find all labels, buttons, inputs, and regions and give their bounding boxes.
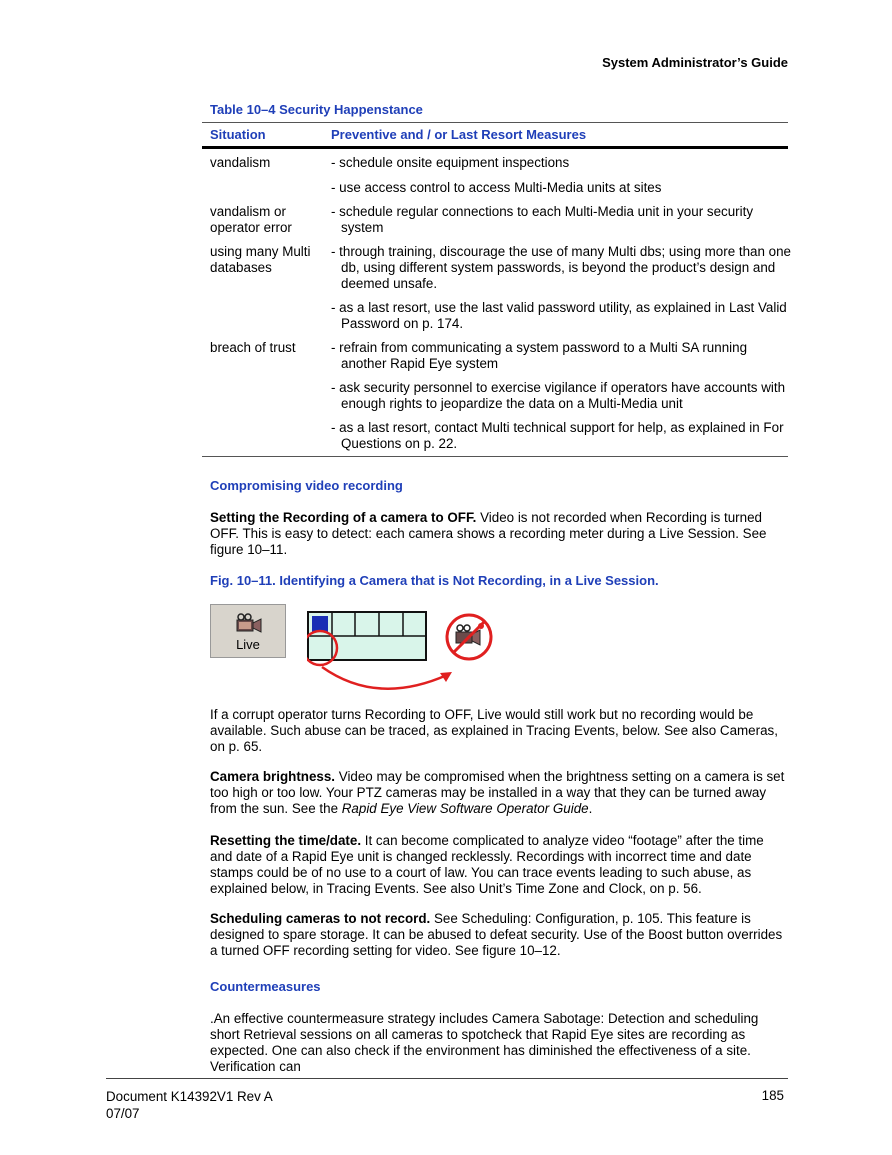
table-cell-measure: - refrain from communicating a system password to a Multi SA running another Rapid Eye system: [331, 340, 748, 371]
live-button[interactable]: [210, 604, 286, 658]
section-heading: Countermeasures: [210, 979, 321, 994]
video-camera-icon: [234, 613, 264, 635]
footer-doc-id: Document K14392V1 Rev A: [106, 1089, 273, 1104]
footer-date: 07/07: [106, 1106, 140, 1121]
table-cell-measure: - ask security personnel to exercise vigilance if operators have accounts with enough rights to jeopardize the data on a Multi-Media unit: [331, 380, 786, 411]
table-header-rule: [202, 146, 788, 149]
paragraph-text: See Scheduling: Configuration, p. 105. This feature is designed to spare storage. It can be abused to defeat security. Use of the Boost button overrides a turned OFF recording setting for video. See figure 10–12.: [210, 911, 783, 958]
paragraph: [210, 833, 788, 897]
table-cell-situation: vandalism: [210, 155, 271, 170]
footer-rule: [106, 1078, 788, 1079]
no-recording-icon: [444, 612, 494, 662]
table-cell-measure: - as a last resort, use the last valid password utility, as explained in Last Valid Password on p. 174.: [331, 300, 787, 331]
paragraph-text: Video is not recorded when Recording is turned OFF. This is easy to detect: each camera shows a recording meter during a Live Session. See figure 10–11.: [210, 510, 767, 557]
table-cell-measure: - as a last resort, contact Multi technical support for help, as explained in For Questions on p. 22.: [331, 420, 784, 451]
table-cell-measure: - schedule onsite equipment inspections: [331, 155, 570, 170]
paragraph: [210, 510, 788, 558]
paragraph-italic: Rapid Eye View Software Operator Guide: [341, 801, 589, 816]
table-caption: Table 10–4 Security Happenstance: [210, 102, 423, 117]
page-number: 185: [761, 1088, 784, 1103]
figure-caption: Fig. 10–11. Identifying a Camera that is Not Recording, in a Live Session.: [210, 573, 659, 588]
table-cell-measure: - use access control to access Multi-Media units at sites: [331, 180, 662, 195]
footer-document: [106, 1088, 273, 1122]
table-bottom-rule: [202, 456, 788, 457]
column-header-situation: Situation: [210, 127, 266, 142]
table-cell-situation: vandalism or operator error: [210, 204, 292, 235]
paragraph-lead: Setting the Recording of a camera to OFF.: [210, 510, 477, 525]
paragraph: .An effective countermeasure strategy includes Camera Sabotage: Detection and scheduling short Retrieval sessions on all cameras to spotcheck that Rapid Eye sites are recording as expected. One can also check if the environment has diminished the effectiveness of a site. Verification can: [210, 1011, 759, 1074]
recording-meter-cell: [312, 616, 328, 632]
live-button-label: Live: [236, 637, 260, 652]
paragraph-text: It can become complicated to analyze video “footage” after the time and date of a Rapid Eye unit is changed recklessly. Recordings with incorrect time and date stamps could be of no use to a court of law. You can trace events leading to such abuse, as explained below, in Tracing Events. See also Unit’s Time Zone and Clock, on p. 56.: [210, 833, 764, 896]
table-cell-measure: - through training, discourage the use of many Multi dbs; using more than one db, using different system passwords, is beyond the product’s design and deemed unsafe.: [331, 244, 792, 291]
column-header-measures: Preventive and / or Last Resort Measures: [331, 127, 587, 142]
annotation-arrow: [322, 667, 447, 689]
paragraph-lead: Scheduling cameras to not record.: [210, 911, 431, 926]
paragraph-tail: .: [588, 801, 593, 816]
paragraph-text: Video may be compromised when the brightness setting on a camera is set too high or too low. Your PTZ cameras may be installed in a way that they can be turned away from the sun. See the: [210, 769, 785, 816]
table-cell-measure: - schedule regular connections to each Multi-Media unit in your security system: [331, 204, 754, 235]
running-header: System Administrator’s Guide: [602, 55, 788, 70]
paragraph: [210, 769, 788, 817]
paragraph: If a corrupt operator turns Recording to OFF, Live would still work but no recording would be available. Such abuse can be traced, as explained in Tracing Events, below. See also Cameras, on p. 65.: [210, 707, 778, 754]
table-cell-situation: using many Multi databases: [210, 244, 311, 275]
table-top-rule: [202, 122, 788, 123]
paragraph-lead: Camera brightness.: [210, 769, 336, 784]
paragraph-lead: Resetting the time/date.: [210, 833, 362, 848]
paragraph: [210, 911, 788, 959]
section-heading: Compromising video recording: [210, 478, 403, 493]
table-cell-situation: breach of trust: [210, 340, 296, 355]
